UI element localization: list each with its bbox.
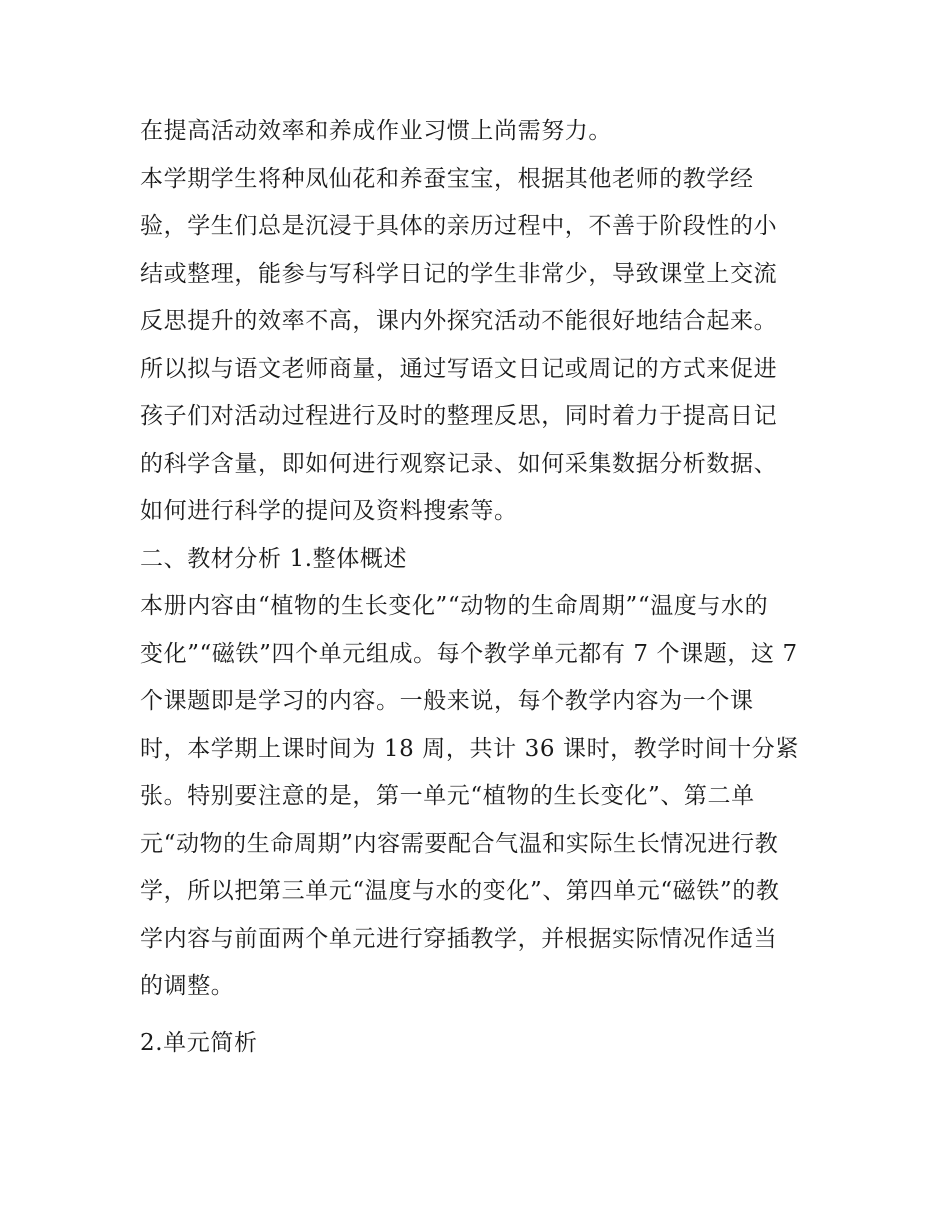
paragraph-line: 时，本学期上课时间为 18 周，共计 36 课时，教学时间十分紧 (140, 735, 799, 762)
paragraph-line: 结或整理，能参与写科学日记的学生非常少，导致课堂上交流 (140, 260, 778, 287)
subsection-heading: 2.单元简析 (140, 1029, 258, 1056)
paragraph-line: 本册内容由“植物的生长变化”“动物的生命周期”“温度与水的 (140, 593, 769, 619)
paragraph-line: 反思提升的效率不高，课内外探究活动不能很好地结合起来。 (140, 308, 778, 334)
paragraph-line: 学内容与前面两个单元进行穿插教学，并根据实际情况作适当 (140, 925, 778, 952)
paragraph-line: 在提高活动效率和养成作业习惯上尚需努力。 (140, 118, 612, 144)
paragraph-line: 的科学含量，即如何进行观察记录、如何采集数据分析数据、 (140, 450, 778, 477)
paragraph-line: 元“动物的生命周期”内容需要配合气温和实际生长情况进行教 (140, 830, 779, 857)
paragraph-line: 张。特别要注意的是，第一单元“植物的生长变化”、第二单 (140, 783, 755, 809)
paragraph-line: 所以拟与语文老师商量，通过写语文日记或周记的方式来促进 (140, 355, 778, 382)
paragraph-line: 变化”“磁铁”四个单元组成。每个教学单元都有 7 个课题，这 7 (140, 640, 798, 667)
paragraph-line: 学，所以把第三单元“温度与水的变化”、第四单元“磁铁”的教 (140, 878, 780, 904)
paragraph-spacer (140, 1011, 820, 1020)
paragraph-line: 验，学生们总是沉浸于具体的亲历过程中，不善于阶段性的小 (140, 213, 778, 239)
paragraph-line: 的调整。 (140, 973, 235, 999)
paragraph-line: 如何进行科学的提问及资料搜索等。 (140, 498, 518, 524)
paragraph-line: 本学期学生将种凤仙花和养蚕宝宝，根据其他老师的教学经 (140, 165, 754, 192)
section-heading: 二、教材分析 1.整体概述 (140, 545, 408, 572)
paragraph-line: 孩子们对活动过程进行及时的整理反思，同时着力于提高日记 (140, 403, 778, 429)
paragraph-line: 个课题即是学习的内容。一般来说，每个教学内容为一个课 (140, 688, 754, 714)
document-body (140, 108, 820, 1067)
